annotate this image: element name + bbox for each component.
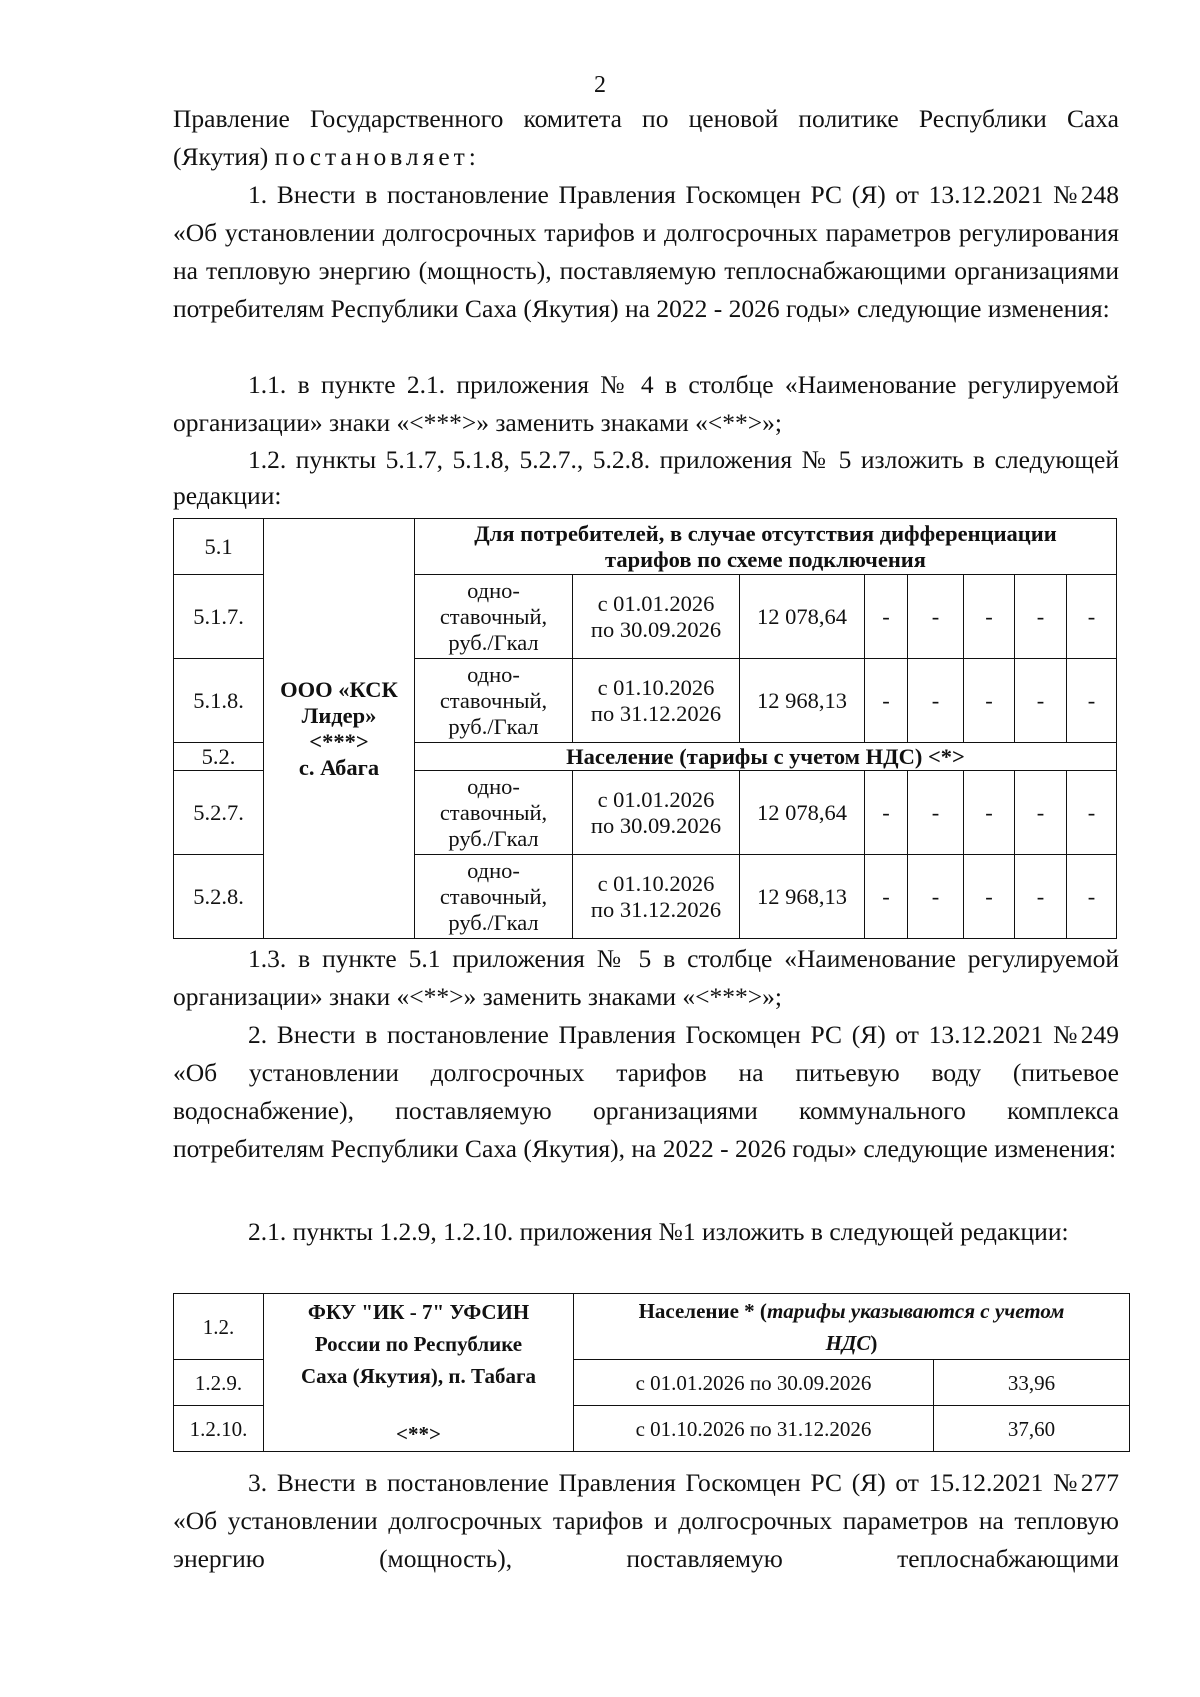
organization-name-line: Саха (Якутия), п. Табага (301, 1364, 536, 1388)
dash-cell: - (1067, 575, 1117, 659)
period-end: по 31.12.2026 (590, 896, 722, 922)
period-end: по 30.09.2026 (590, 812, 722, 838)
row-number: 1.2. (174, 1294, 264, 1360)
dash-cell: - (1015, 855, 1067, 939)
row-number: 5.2.8. (174, 855, 264, 939)
organization-name-line: ФКУ "ИК - 7" УФСИН (307, 1300, 530, 1324)
period-start: с 01.01.2026 (597, 786, 715, 812)
dash-cell: - (964, 575, 1015, 659)
dash-cell: - (908, 771, 964, 855)
tariff-type-line: ставочный, (439, 799, 548, 825)
group-title-line: Для потребителей, в случае отсутствия дифференциации (474, 520, 1057, 546)
organization-name-line: ООО «КСК (280, 676, 398, 702)
paragraph-3: 3. Внести в постановление Правления Госкомцен РС (Я) от 15.12.2021 №277 «Об установлении долгосрочных тарифов и долгосрочных параметров на тепловую энергию (мощность), поставляемую теплоснабжающими (173, 1468, 1119, 1573)
organization-marker: <***> (309, 728, 369, 754)
tariff-type-line: одно- (467, 577, 520, 603)
period (573, 659, 740, 743)
dash-cell: - (1015, 575, 1067, 659)
paragraph-2-1: 2.1. пункты 1.2.9, 1.2.10. приложения №1 изложить в следующей редакции: (248, 1217, 1069, 1246)
water-tariff-table (173, 1293, 1130, 1452)
period: с 01.01.2026 по 30.09.2026 (574, 1360, 934, 1406)
tariff-type-line: одно- (467, 857, 520, 883)
tariff-value: 12 968,13 (740, 855, 865, 939)
dash-cell: - (908, 659, 964, 743)
paragraph-1-1: 1.1. в пункте 2.1. приложения № 4 в столбце «Наименование регулируемой организации» знаки «<***>» заменить знаками «<**>»; (173, 370, 1119, 437)
tariff-type-line: ставочный, (439, 687, 548, 713)
tariff-unit: руб./Гкал (448, 909, 539, 935)
organization-cell (264, 519, 415, 939)
intro-paragraph (173, 100, 1119, 176)
dash-cell: - (865, 575, 908, 659)
intro-keyword: постановляет: (274, 142, 480, 171)
dash-cell: - (1067, 659, 1117, 743)
group-title-italic: тарифы указываются с учетом (766, 1298, 1065, 1323)
tariff-type (415, 771, 573, 855)
tariff-value: 33,96 (934, 1360, 1130, 1406)
dash-cell: - (908, 855, 964, 939)
paragraph-1-2: 1.2. пункты 5.1.7, 5.1.8, 5.2.7., 5.2.8. приложения № 5 изложить в следующей редакции: (173, 445, 1119, 510)
tariff-value: 12 968,13 (740, 659, 865, 743)
heat-tariff-table (173, 518, 1117, 939)
tariff-value: 12 078,64 (740, 575, 865, 659)
group-title-bold: Население * ( (638, 1298, 767, 1323)
organization-name-line: России по Республике (314, 1332, 523, 1356)
dash-cell: - (865, 771, 908, 855)
dash-cell: - (964, 855, 1015, 939)
organization-cell (264, 1294, 574, 1452)
intro-line2-prefix: (Якутия) (173, 142, 275, 171)
group-title-bold: ) (870, 1330, 878, 1355)
tariff-type-line: ставочный, (439, 603, 548, 629)
tariff-unit: руб./Гкал (448, 713, 539, 739)
group-title-line: тарифов по схеме подключения (605, 546, 926, 572)
dash-cell: - (1015, 771, 1067, 855)
group-title (574, 1294, 1130, 1360)
tariff-unit: руб./Гкал (448, 629, 539, 655)
dash-cell: - (964, 771, 1015, 855)
period-end: по 30.09.2026 (590, 616, 722, 642)
dash-cell: - (908, 575, 964, 659)
period-start: с 01.10.2026 (597, 870, 715, 896)
page-number: 2 (594, 72, 606, 98)
organization-location: с. Абага (298, 754, 380, 780)
period (573, 575, 740, 659)
tariff-type (415, 575, 573, 659)
organization-name-line: Лидер» (301, 702, 377, 728)
period-start: с 01.01.2026 (597, 590, 715, 616)
tariff-value: 12 078,64 (740, 771, 865, 855)
table-header-row (174, 1294, 1130, 1360)
row-number: 1.2.9. (174, 1360, 264, 1406)
period-start: с 01.10.2026 (597, 674, 715, 700)
row-number: 5.1.8. (174, 659, 264, 743)
tariff-type-line: ставочный, (439, 883, 548, 909)
row-number: 5.2. (174, 743, 264, 771)
dash-cell: - (1067, 855, 1117, 939)
paragraph-1: 1. Внести в постановление Правления Госкомцен РС (Я) от 13.12.2021 №248 «Об установлении долгосрочных тарифов и долгосрочных параметров регулирования на тепловую энергию (мощность), поставляемую теплоснабжающими организациями потребителям Республики Саха (Якутия) на 2022 - 2026 годы» следующие изменения: (173, 180, 1119, 323)
tariff-type (415, 659, 573, 743)
organization-marker: <**> (396, 1422, 441, 1446)
dash-cell: - (964, 659, 1015, 743)
tariff-type-line: одно- (467, 661, 520, 687)
period: с 01.10.2026 по 31.12.2026 (574, 1406, 934, 1452)
row-number: 1.2.10. (174, 1406, 264, 1452)
dash-cell: - (865, 659, 908, 743)
dash-cell: - (865, 855, 908, 939)
row-number: 5.1.7. (174, 575, 264, 659)
intro-line1: Правление Государственного комитета по ценовой политике Республики Саха (173, 104, 1119, 133)
tariff-type (415, 855, 573, 939)
row-number: 5.2.7. (174, 771, 264, 855)
row-number: 5.1 (174, 519, 264, 575)
group-title (415, 519, 1117, 575)
group-title-italic: НДС (825, 1330, 871, 1355)
table-group-row (174, 519, 1117, 575)
period (573, 855, 740, 939)
paragraph-1-3: 1.3. в пункте 5.1 приложения № 5 в столбце «Наименование регулируемой организации» знаки «<**>» заменить знаками «<***>»; (173, 944, 1119, 1011)
paragraph-2: 2. Внести в постановление Правления Госкомцен РС (Я) от 13.12.2021 №249 «Об установлении долгосрочных тарифов на питьевую воду (питьевое водоснабжение), поставляемую организациями коммунального комплекса потребителям Республики Саха (Якутия), на 2022 - 2026 годы» следующие изменения: (173, 1020, 1119, 1163)
group-title: Население (тарифы с учетом НДС) <*> (415, 743, 1117, 771)
tariff-value: 37,60 (934, 1406, 1130, 1452)
period (573, 771, 740, 855)
dash-cell: - (1067, 771, 1117, 855)
tariff-unit: руб./Гкал (448, 825, 539, 851)
tariff-type-line: одно- (467, 773, 520, 799)
dash-cell: - (1015, 659, 1067, 743)
period-end: по 31.12.2026 (590, 700, 722, 726)
